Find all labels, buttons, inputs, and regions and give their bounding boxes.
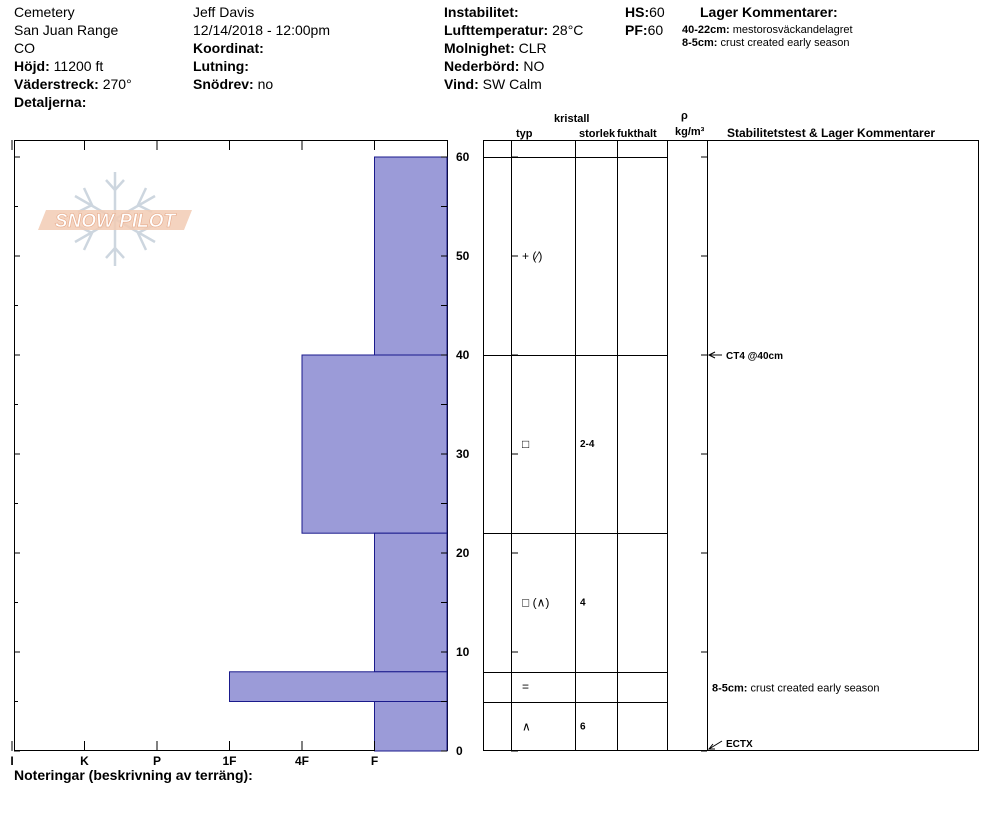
sky-value: CLR [518, 40, 547, 56]
location: Cemetery [14, 4, 75, 20]
hardness-tick-label: 4F [294, 754, 310, 768]
pf-label: PF: [625, 22, 648, 38]
sky-label: Molnighet: [444, 40, 515, 56]
wind-label: Vind: [444, 76, 479, 92]
hardness-tick-label: 1F [222, 754, 237, 768]
mountain-range: San Juan Range [14, 22, 119, 38]
stability-test-label: CT4 @40cm [726, 351, 783, 362]
table-height-ticks [511, 157, 707, 751]
height-tick-label: 0 [456, 744, 463, 758]
height-tick-label: 60 [456, 150, 470, 164]
size-header: storlek [579, 128, 616, 140]
hardness-tick-label: F [370, 754, 379, 768]
hardness-tick-label: I [10, 754, 14, 768]
observer: Jeff Davis [193, 4, 255, 20]
elevation-value: 11200 ft [53, 58, 104, 74]
state: CO [14, 40, 35, 56]
height-tick-label: 20 [456, 546, 470, 560]
layer-table [484, 140, 979, 751]
pf-value: 60 [647, 22, 664, 38]
moisture-header: fukthalt [617, 128, 657, 140]
height-tick-label: 50 [456, 249, 470, 263]
rho-header: ρ [681, 110, 688, 122]
layer-comment-text: mestorosväckandelagret [732, 24, 853, 36]
airtemp-label: Lufttemperatur: [444, 22, 549, 38]
height-tick-label: 30 [456, 447, 470, 461]
drift-label: Snödrev: [193, 76, 254, 92]
terrain-notes-label: Noteringar (beskrivning av terräng): [14, 767, 253, 783]
grain-size: 4 [580, 597, 586, 609]
drift-value: no [257, 76, 274, 92]
elevation-label: Höjd: [14, 58, 50, 74]
precip-value: NO [523, 58, 545, 74]
hardness-bar [302, 355, 447, 533]
height-tick-label: 40 [456, 348, 470, 362]
arrow-head-icon [709, 744, 715, 749]
height-tick-label: 10 [456, 645, 470, 659]
layer-comment-range: 8-5cm: [682, 37, 718, 49]
hardness-bars [230, 157, 448, 751]
date-time: 12/14/2018 - 12:00pm [193, 22, 330, 38]
density-unit-header: kg/m³ [675, 126, 705, 138]
aspect-label: Väderstreck: [14, 76, 99, 92]
hardness-bar [230, 672, 448, 702]
hardness-bar [375, 533, 448, 672]
grain-type: = [522, 679, 530, 694]
details-label: Detaljerna: [14, 94, 87, 110]
slope-label: Lutning: [193, 58, 249, 74]
stability-header: Stabilitetstest & Lager Kommentarer [727, 126, 936, 140]
grain-type: ∧ [522, 719, 531, 734]
layer-comments-title: Lager Kommentarer: [700, 4, 838, 20]
precip-label: Nederbörd: [444, 58, 520, 74]
hardness-bar [375, 157, 448, 355]
type-header: typ [516, 128, 533, 140]
layer-comment: 8-5cm: crust created early season [712, 682, 880, 695]
coordinate-label: Koordinat: [193, 40, 264, 56]
layer-comment-range: 40-22cm: [682, 24, 730, 36]
stability-test-marker [709, 351, 783, 362]
layer-comment-text: crust created early season [720, 37, 850, 49]
hs-value: 60 [649, 4, 665, 20]
logo-text: SNOW PILOT [54, 211, 176, 232]
stability-test-marker [709, 739, 753, 750]
instability-label: Instabilitet: [444, 4, 519, 20]
crystal-header: kristall [554, 113, 590, 125]
hardness-tick-label: K [80, 754, 89, 768]
grain-size: 2-4 [580, 439, 595, 451]
hs-label: HS: [625, 4, 650, 20]
wind-value: SW Calm [482, 76, 542, 92]
snow-pilot-logo [38, 210, 192, 232]
grain-size: 6 [580, 721, 586, 733]
grain-type: + (⁄) [522, 249, 543, 263]
arrow-line [709, 741, 722, 749]
airtemp-value: 28°C [552, 22, 584, 38]
hardness-bar [375, 702, 448, 752]
stability-test-label: ECTX [726, 739, 753, 750]
layer-table-frame [484, 141, 979, 751]
hardness-tick-label: P [152, 754, 162, 768]
aspect-value: 270° [102, 76, 132, 92]
grain-type: □ (∧) [522, 595, 550, 610]
grain-type: □ [522, 437, 530, 452]
